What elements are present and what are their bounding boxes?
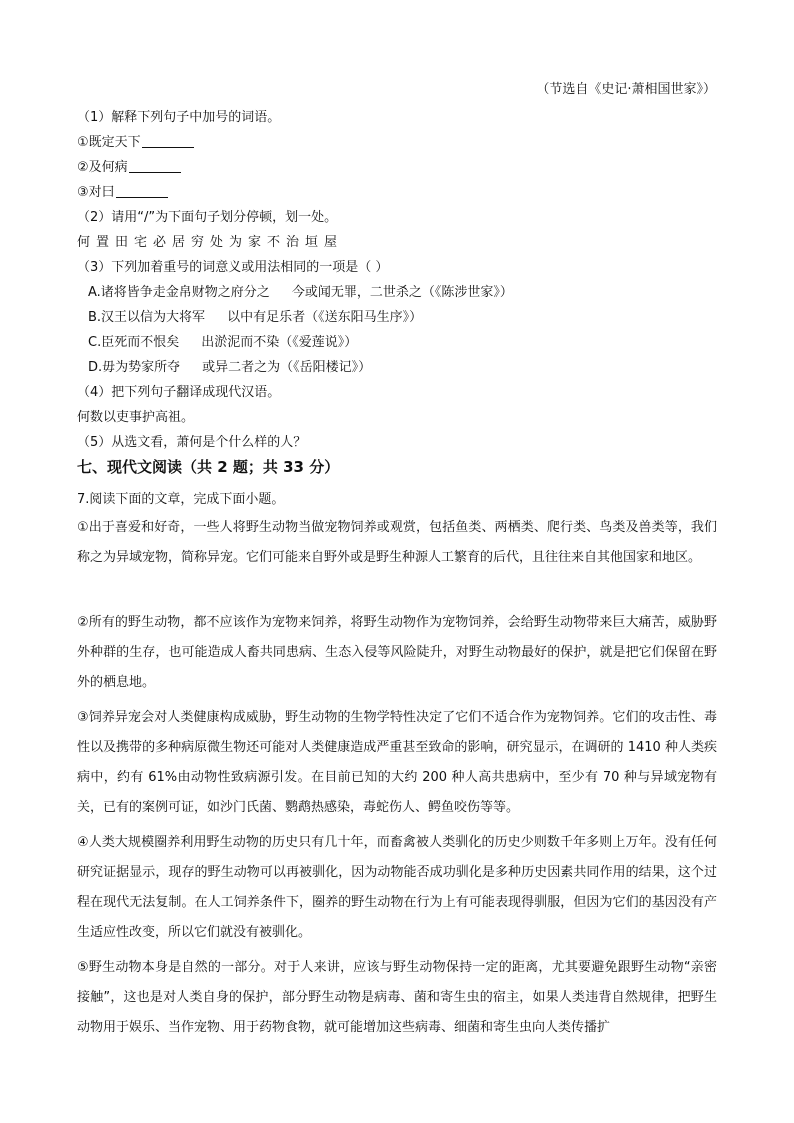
question-2-prompt: （2）请用“/”为下面句子划分停顿，划一处。 bbox=[77, 210, 338, 225]
question-3-prompt: （3）下列加着重号的词意义或用法相同的一项是（ ） bbox=[77, 260, 389, 275]
article-paragraph-4: ④人类大规模圈养利用野生动物的历史只有几十年，而畜禽被人类驯化的历史少则数千年多则上万年。没有任何研究证据显示，现存的野生动物可以再被驯化，因为动物能否成功驯化是多种历史因素共同作用的结果，这个过程在现代无法复制。在人工饲养条件下，圈养的野生动物在行为上有可能表现得驯服，但因为它们的基因没有产生适应性改变，所以它们就没有被驯化。 bbox=[77, 835, 717, 940]
question-1-item-2: ②及何病 bbox=[77, 158, 181, 178]
article-paragraph-2: ②所有的野生动物，都不应该作为宠物来饲养，将野生动物作为宠物饲养，会给野生动物带来巨大痛苦，威胁野外种群的生存，也可能造成人畜共同患病、生态入侵等风险陡升，对野生动物最好的保护，就是把它们保留在野外的栖息地。 bbox=[77, 615, 717, 690]
answer-blank[interactable] bbox=[129, 159, 181, 173]
question-4-prompt: （4）把下列句子翻译成现代汉语。 bbox=[77, 385, 281, 400]
section-heading: 七、现代文阅读（共 2 题；共 33 分） bbox=[77, 458, 340, 476]
option-d[interactable]: D.毋为势家所夺 或异二者之为（《岳阳楼记》） bbox=[88, 360, 372, 375]
question-4-sentence: 何数以吏事护高祖。 bbox=[77, 410, 195, 425]
article-paragraph-1: ①出于喜爱和好奇，一些人将野生动物当做宠物饲养或观赏，包括鱼类、两栖类、爬行类、鸟类及兽类等，我们称之为异域宠物，简称异宠。它们可能来自野外或是野生种源人工繁育的后代，且往往来自其他国家和地区。 bbox=[77, 520, 717, 565]
question-7-intro: 7.阅读下面的文章，完成下面小题。 bbox=[77, 492, 285, 507]
question-1-item-3: ③对曰 bbox=[77, 183, 168, 203]
article-paragraph-3: ③饲养异宠会对人类健康构成威胁，野生动物的生物学特性决定了它们不适合作为宠物饲养。它们的攻击性、毒性以及携带的多种病原微生物还可能对人类健康造成严重甚至致命的影响，研究显示，在调研的 1410 种人类疾病中，约有 61%由动物性致病源引发。在目前已知的大约 200 种人高共患病中，至少有 70 种与异域宠物有关，已有的案例可证，如沙门氏菌、鹦鹉热感染，毒蛇伤人、鳄鱼咬伤等等。 bbox=[77, 710, 717, 815]
answer-blank[interactable] bbox=[116, 184, 168, 198]
question-2-sentence: 何置田宅必居穷处为家不治垣屋 bbox=[77, 235, 344, 250]
option-a[interactable]: A.诸将皆争走金帛财物之府分之 今或闻无罪，二世杀之（《陈涉世家》） bbox=[88, 285, 513, 300]
question-5-prompt: （5）从选文看，萧何是个什么样的人？ bbox=[77, 435, 307, 450]
answer-blank[interactable] bbox=[142, 134, 194, 148]
option-c[interactable]: C.臣死而不恨矣 出淤泥而不染（《爱莲说》） bbox=[88, 335, 358, 350]
article-paragraph-5: ⑤野生动物本身是自然的一部分。对于人来讲，应该与野生动物保持一定的距离，尤其要避免跟野生动物“亲密接触”，这也是对人类自身的保护，部分野生动物是病毒、菌和寄生虫的宿主，如果人类违背自然规律，把野生动物用于娱乐、当作宠物、用于药物食物，就可能增加这些病毒、细菌和寄生虫向人类传播扩 bbox=[77, 960, 717, 1035]
source-citation: （节选自《史记·萧相国世家》） bbox=[536, 82, 716, 97]
question-1-prompt: （1）解释下列句子中加号的词语。 bbox=[77, 110, 281, 125]
option-b[interactable]: B.汉王以信为大将军 以中有足乐者（《送东阳马生序》） bbox=[88, 310, 423, 325]
question-1-item-1: ①既定天下 bbox=[77, 133, 194, 153]
